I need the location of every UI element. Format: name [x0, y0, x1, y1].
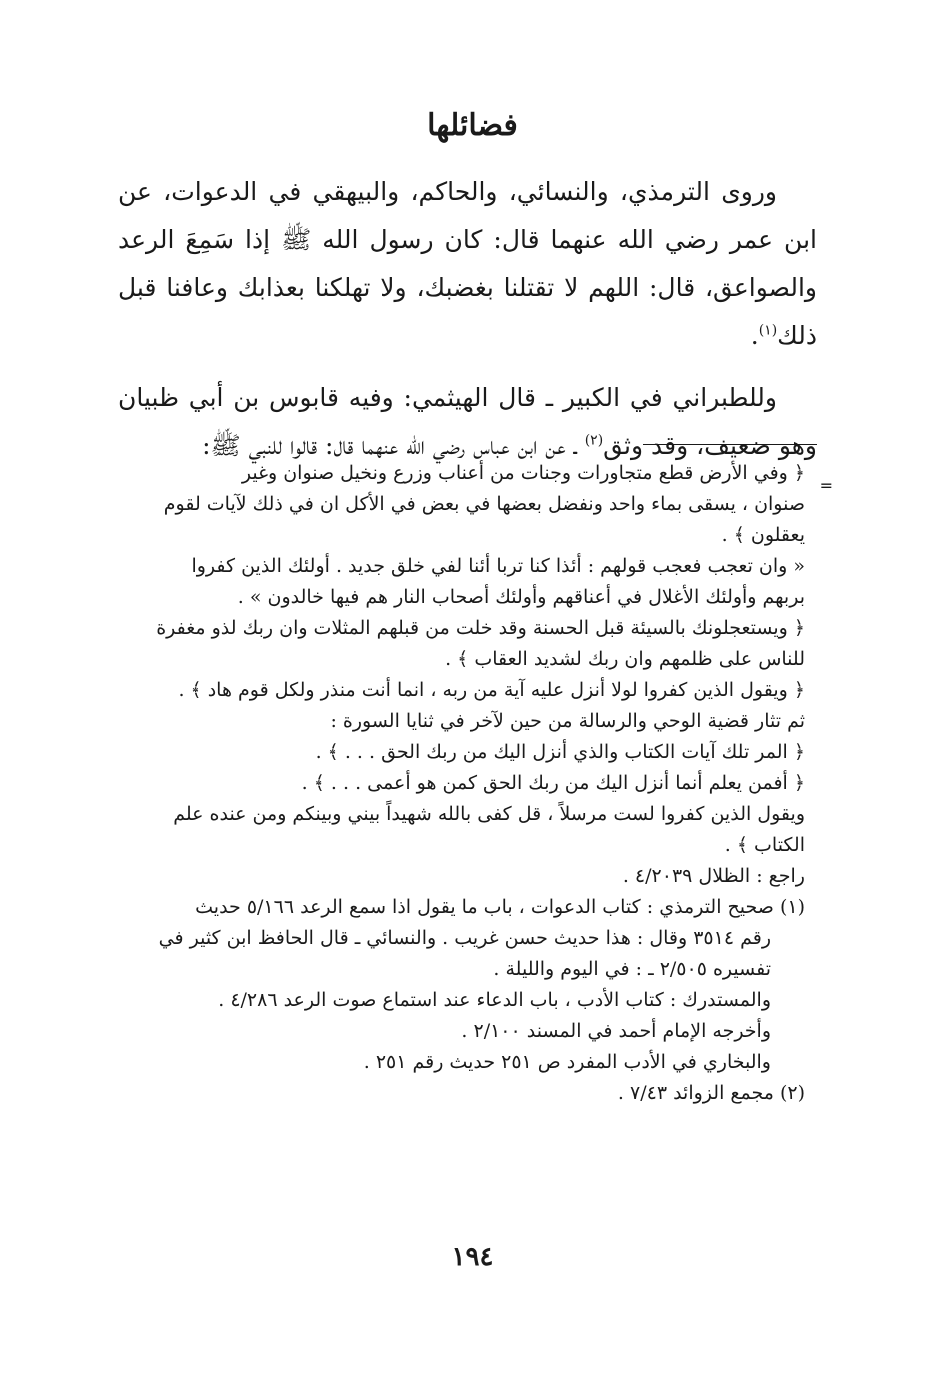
note-line: راجع : الظلال ٤/٢٠٣٩ . — [622, 865, 805, 887]
note-line: ﴿ ويستعجلونك بالسيئة قبل الحسنة وقد خلت من قبلهم المثلات وان ربك لذو مغفرة — [156, 617, 805, 639]
footnotes-area — [118, 458, 805, 1109]
paragraph-text: وروى الترمذي، والنسائي، والحاكم، والبيهقي في الدعوات، عن ابن عمر رضي الله عنهما قال: كان رسول الله ﷺ إذا سَمِعَ الرعد والصواعق، قال: اللهم لا تقتلنا بغضبك، ولا تهلكنا بعذابك وعافنا قبل ذلك — [118, 177, 817, 350]
footnote-reference: (١) — [758, 322, 778, 339]
note-line: ﴿ المر تلك آيات الكتاب والذي أنزل اليك من ربك الحق . . . ﴾ . — [315, 741, 805, 763]
note-line: للناس على ظلمهم وان ربك لشديد العقاب ﴾ . — [445, 648, 805, 670]
paragraph-text: وللطبراني في الكبير ـ قال الهيثمي: وفيه قابوس بن أبي ظبيان وهو ضعيف، وقد وثق — [118, 383, 817, 460]
footnote-reference: (٢) — [584, 432, 604, 449]
footnote-number: (١) — [779, 896, 805, 918]
note-line: ﴿ أفمن يعلم أنما أنزل اليك من ربك الحق كمن هو أعمى . . . ﴾ . — [301, 772, 805, 794]
footnote-text: مجمع الزوائد ٧/٤٣ . — [617, 1082, 774, 1104]
note-line: ثم تثار قضية الوحي والرسالة من حين لآخر في ثنايا السورة : — [330, 710, 805, 732]
footnote-1 — [118, 892, 805, 1078]
footnote-line: تفسيره ٢/٥٠٥ ـ : في اليوم والليلة . — [493, 958, 771, 980]
page-number: ١٩٤ — [451, 1242, 494, 1272]
quoted-notes — [118, 458, 805, 892]
paragraph-text: ـ عن ابن عباس رضي الله عنهما قال: قالوا للنبي ﷺ: — [202, 431, 585, 460]
footnote-line — [118, 892, 805, 923]
footnote-line: والمستدرك : كتاب الأدب ، باب الدعاء عند استماع صوت الرعد ٤/٢٨٦ . — [218, 989, 771, 1011]
continuation-mark: = — [819, 476, 833, 495]
note-line: ويقول الذين كفروا لست مرسلاً ، قل كفى بالله شهيداً بيني وبينكم ومن عنده علم — [173, 803, 805, 825]
main-paragraph — [118, 374, 817, 470]
footnote-separator — [643, 444, 817, 445]
footnote-line — [118, 1078, 805, 1109]
footnote-line: وأخرجه الإمام أحمد في المسند ٢/١٠٠ . — [461, 1020, 771, 1042]
running-header: فضائلها — [427, 108, 518, 143]
note-line: ﴿ ويقول الذين كفروا لولا أنزل عليه آية من ربه ، انما أنت منذر ولكل قوم هاد ﴾ . — [178, 679, 805, 701]
main-paragraph — [118, 168, 817, 360]
footnote-number: (٢) — [779, 1082, 805, 1104]
note-line: ﴿ وفي الأرض قطع متجاورات وجنات من أعناب وزرع ونخيل صنوان وغير — [241, 462, 805, 484]
main-text — [118, 168, 817, 470]
note-line: يعقلون ﴾ . — [721, 524, 805, 546]
note-line: بربهم وأولئك الأغلال في أعناقهم وأولئك أصحاب النار هم فيها خالدون » . — [237, 586, 805, 608]
footnote-line: رقم ٣٥١٤ وقال : هذا حديث حسن غريب . والنسائي ـ قال الحافظ ابن كثير في — [158, 927, 771, 949]
note-line: الكتاب ﴾ . — [724, 834, 805, 856]
footnote-2 — [118, 1078, 805, 1109]
note-line: صنوان ، يسقى بماء واحد ونفضل بعضها في بعض في الأكل ان في ذلك لآيات لقوم — [163, 493, 805, 515]
footnote-line: والبخاري في الأدب المفرد ص ٢٥١ حديث رقم ٢٥١ . — [363, 1051, 771, 1073]
note-line: « وان تعجب فعجب قولهم : أئذا كنا تربا أئنا لفي خلق جديد . أولئك الذين كفروا — [191, 555, 805, 577]
paragraph-ending: . — [750, 321, 759, 350]
footnote-text: صحيح الترمذي : كتاب الدعوات ، باب ما يقول اذا سمع الرعد ٥/١٦٦ حديث — [195, 896, 774, 918]
